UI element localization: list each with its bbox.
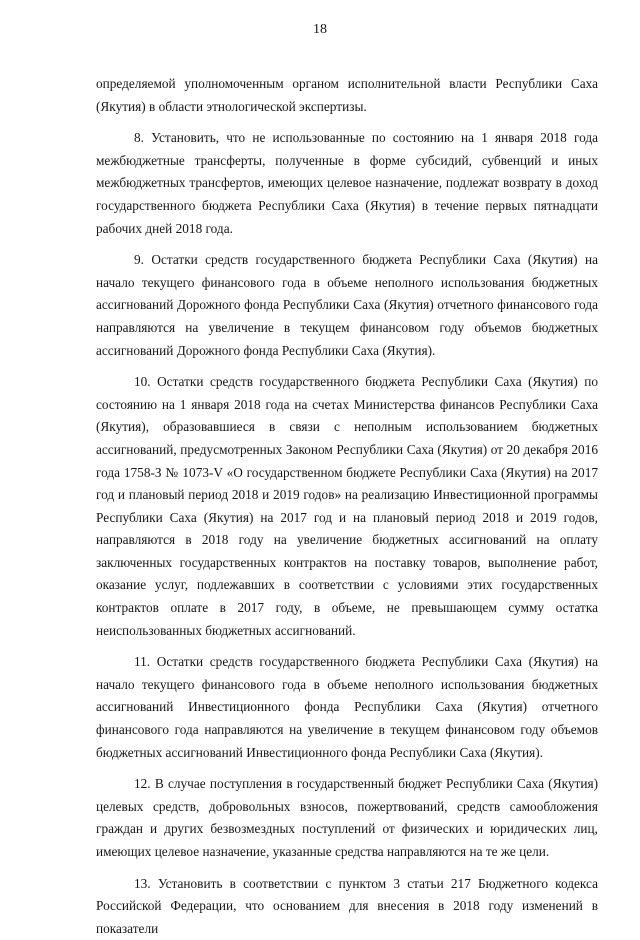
paragraph-item-8: 8. Установить, что не использованные по состоянию на 1 января 2018 года межбюджетные трансферты, полученные в форме субсидий, субвенций и иных межбюджетных трансфертов, имеющих целевое назначение, подлежат возврату в доход государственного бюджета Республики Саха (Якутия) в течение первых пятнадцати рабочих дней 2018 года. [96,130,598,236]
page-number: 18 [313,22,327,37]
paragraph-item-9: 9. Остатки средств государственного бюджета Республики Саха (Якутия) на начало текущего финансового года в объеме неполного использования бюджетных ассигнований Дорожного фонда Республики Саха (Якутия) отчетного финансового года направляются на увеличение в текущем финансовом году объемов бюджетных ассигнований Дорожного фонда Республики Саха (Якутия). [96,252,598,358]
paragraph-item-12: 12. В случае поступления в государственный бюджет Республики Саха (Якутия) целевых средств, добровольных взносов, пожертвований, средств самообложения граждан и других безвозмездных поступлений от физических и юридических лиц, имеющих целевое назначение, указанные средства направляются на те же цели. [96,776,598,859]
document-body [96,73,598,940]
paragraph-item-13: 13. Установить в соответствии с пунктом 3 статьи 217 Бюджетного кодекса Российской Федерации, что основанием для внесения в 2018 году изменений в показатели [96,875,598,936]
paragraph-item-11: 11. Остатки средств государственного бюджета Республики Саха (Якутия) на начало текущего финансового года в объеме неполного использования бюджетных ассигнований Инвестиционного фонда Республики Саха (Якутия) отчетного финансового года направляются на увеличение в текущем финансовом году объемов бюджетных ассигнований Инвестиционного фонда Республики Саха (Якутия). [96,654,598,760]
paragraph-continuation: определяемой уполномоченным органом исполнительной власти Республики Саха (Якутия) в области этнологической экспертизы. [96,76,598,114]
paragraph-item-10: 10. Остатки средств государственного бюджета Республики Саха (Якутия) по состоянию на 1 января 2018 года на счетах Министерства финансов Республики Саха (Якутия), образовавшиеся в связи с неполным использованием бюджетных ассигнований, предусмотренных Законом Республики Саха (Якутия) от 20 декабря 2016 года 1758-З № 1073-V «О государственном бюджете Республики Саха (Якутия) на 2017 год и плановый период 2018 и 2019 годов» на реализацию Инвестиционной программы Республики Саха (Якутия) на 2017 год и на плановый период 2018 и 2019 годов, направляются в 2018 году на увеличение бюджетных ассигнований на оплату заключенных государственных контрактов на поставку товаров, выполнение работ, оказание услуг, подлежавших в соответствии с условиями этих государственных контрактов оплате в 2017 году, в объеме, не превышающем сумму остатка неиспользованных бюджетных ассигнований. [96,374,598,638]
